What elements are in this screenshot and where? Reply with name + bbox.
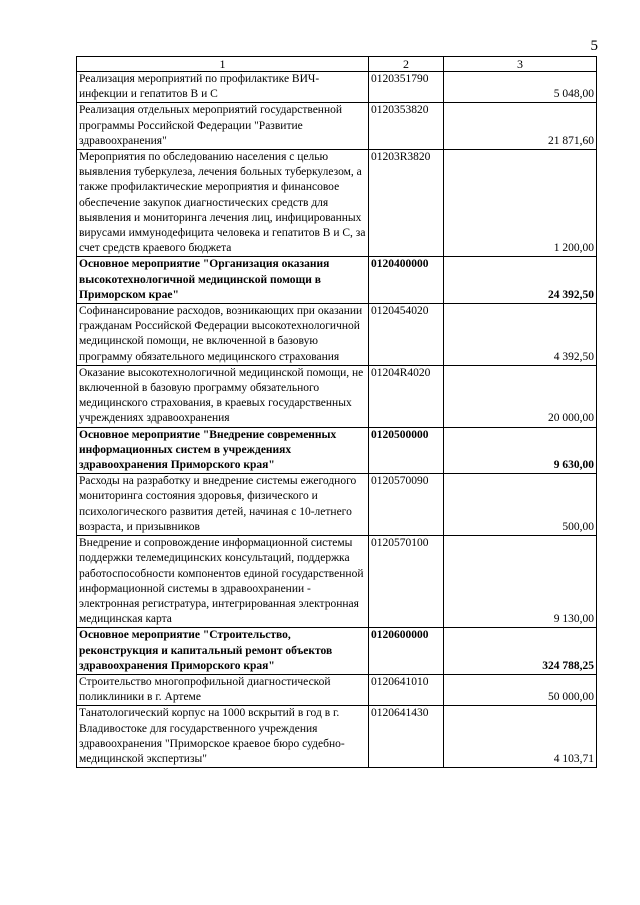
row-code-cell: 0120353820 bbox=[369, 103, 444, 150]
table-row bbox=[77, 150, 597, 257]
row-amount-cell: 5 048,00 bbox=[444, 72, 597, 103]
row-name-cell: Реализация отдельных мероприятий государственной программы Российской Федерации "Развитие здравоохранения" bbox=[77, 103, 369, 150]
table-row bbox=[77, 706, 597, 768]
column-header-3: 3 bbox=[444, 57, 597, 72]
row-name-cell: Основное мероприятие "Внедрение современных информационных систем в учреждениях здравоохранения Приморского края" bbox=[77, 427, 369, 474]
row-name-cell: Оказание высокотехнологичной медицинской помощи, не включенной в базовую программу обязательного медицинского страхования, в краевых государственных учреждениях здравоохранения bbox=[77, 365, 369, 427]
row-code-cell: 0120351790 bbox=[369, 72, 444, 103]
table-row bbox=[77, 536, 597, 628]
table-row bbox=[77, 103, 597, 150]
row-name-cell: Расходы на разработку и внедрение системы ежегодного мониторинга состояния здоровья, физического и психологического развития детей, начиная с 10-летнего возраста, и призывников bbox=[77, 474, 369, 536]
column-header-2: 2 bbox=[369, 57, 444, 72]
table-header-row bbox=[77, 57, 597, 72]
row-name-cell: Реализация мероприятий по профилактике ВИЧ-инфекции и гепатитов В и С bbox=[77, 72, 369, 103]
row-amount-cell: 21 871,60 bbox=[444, 103, 597, 150]
row-code-cell: 0120641010 bbox=[369, 674, 444, 705]
row-amount-cell: 324 788,25 bbox=[444, 628, 597, 675]
table-row bbox=[77, 674, 597, 705]
row-code-cell: 0120600000 bbox=[369, 628, 444, 675]
row-name-cell: Софинансирование расходов, возникающих при оказании гражданам Российской Федерации высокотехнологичной медицинской помощи, не включенной в базовую программу обязательного медицинского страхования bbox=[77, 304, 369, 366]
budget-table bbox=[76, 56, 597, 768]
table-row bbox=[77, 365, 597, 427]
row-amount-cell: 9 130,00 bbox=[444, 536, 597, 628]
row-name-cell: Основное мероприятие "Строительство, реконструкция и капитальный ремонт объектов здравоохранения Приморского края" bbox=[77, 628, 369, 675]
row-amount-cell: 24 392,50 bbox=[444, 257, 597, 304]
table-row bbox=[77, 628, 597, 675]
table-row bbox=[77, 427, 597, 474]
row-amount-cell: 4 392,50 bbox=[444, 304, 597, 366]
row-amount-cell: 20 000,00 bbox=[444, 365, 597, 427]
row-name-cell: Строительство многопрофильной диагностической поликлиники в г. Артеме bbox=[77, 674, 369, 705]
row-code-cell: 0120570090 bbox=[369, 474, 444, 536]
row-name-cell: Основное мероприятие "Организация оказания высокотехнологичной медицинской помощи в Приморском крае" bbox=[77, 257, 369, 304]
table-row bbox=[77, 474, 597, 536]
table-row bbox=[77, 257, 597, 304]
row-code-cell: 0120570100 bbox=[369, 536, 444, 628]
row-name-cell: Внедрение и сопровождение информационной системы поддержки телемедицинских консультаций, поддержка работоспособности компонентов единой государственной информационной системы в здравоохранении - электронная регистратура, интегрированная электронная медицинская карта bbox=[77, 536, 369, 628]
row-amount-cell: 500,00 bbox=[444, 474, 597, 536]
row-amount-cell: 50 000,00 bbox=[444, 674, 597, 705]
row-code-cell: 01204R4020 bbox=[369, 365, 444, 427]
row-name-cell: Танатологический корпус на 1000 вскрытий в год в г. Владивостоке для государственного учреждения здравоохранения "Приморское краевое бюро судебно-медицинской экспертизы" bbox=[77, 706, 369, 768]
row-amount-cell: 9 630,00 bbox=[444, 427, 597, 474]
page-number: 5 bbox=[590, 38, 598, 54]
row-code-cell: 0120641430 bbox=[369, 706, 444, 768]
table-body bbox=[77, 72, 597, 768]
row-name-cell: Мероприятия по обследованию населения с целью выявления туберкулеза, лечения больных туберкулезом, а также профилактические мероприятия и финансовое обеспечение закупок диагностических средств для выявления и мониторинга лечения лиц, инфицированных вирусами иммунодефицита человека и гепатитов В и С, за счет средств краевого бюджета bbox=[77, 150, 369, 257]
table-row bbox=[77, 72, 597, 103]
row-amount-cell: 1 200,00 bbox=[444, 150, 597, 257]
table-row bbox=[77, 304, 597, 366]
column-header-1: 1 bbox=[77, 57, 369, 72]
row-code-cell: 01203R3820 bbox=[369, 150, 444, 257]
row-amount-cell: 4 103,71 bbox=[444, 706, 597, 768]
row-code-cell: 0120500000 bbox=[369, 427, 444, 474]
row-code-cell: 0120454020 bbox=[369, 304, 444, 366]
row-code-cell: 0120400000 bbox=[369, 257, 444, 304]
